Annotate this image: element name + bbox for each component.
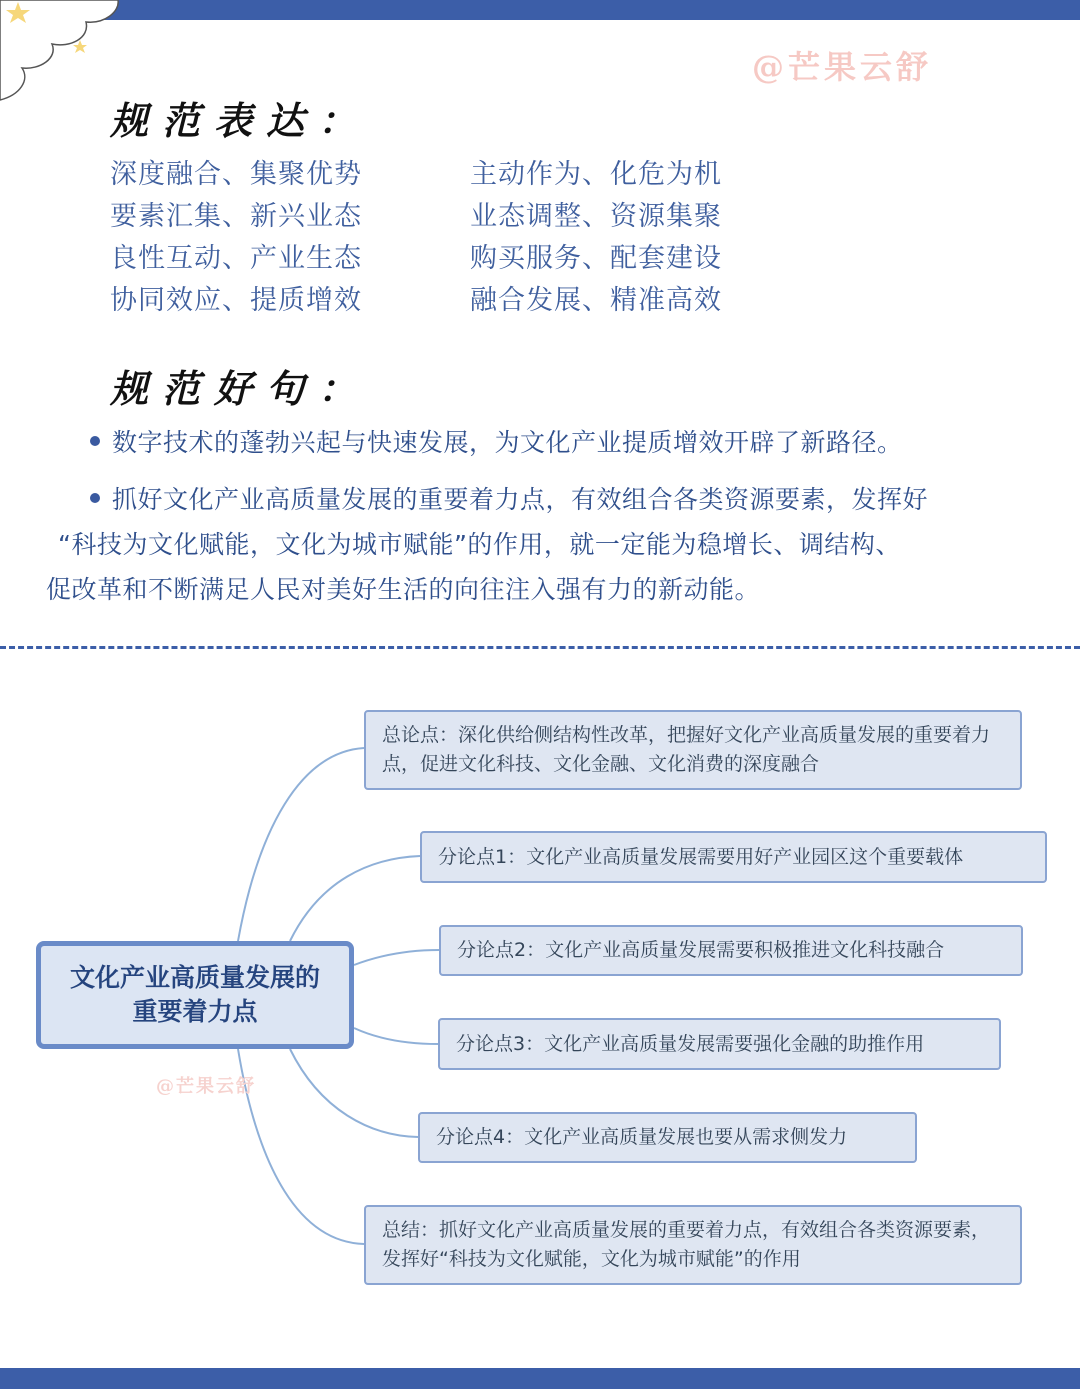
- sentence-2-line-1: 抓好文化产业高质量发展的重要着力点，有效组合各类资源要素，发挥好: [112, 485, 929, 514]
- connector-line: [238, 1049, 364, 1244]
- sentence-1-text: 数字技术的蓬勃兴起与快速发展，为文化产业提质增效开辟了新路径。: [112, 428, 903, 457]
- expression-item: 良性互动、产业生态: [110, 243, 362, 274]
- branch-sub-argument-4: 分论点4：文化产业高质量发展也要从需求侧发力: [418, 1112, 917, 1163]
- connector-line: [354, 950, 439, 965]
- expression-item: 业态调整、资源集聚: [470, 201, 722, 232]
- connector-line: [354, 1028, 438, 1044]
- watermark-mid: @芒果云舒: [156, 1076, 256, 1097]
- connector-line: [290, 856, 420, 941]
- watermark-top: @芒果云舒: [752, 48, 933, 86]
- branch-sub-argument-2: 分论点2：文化产业高质量发展需要积极推进文化科技融合: [439, 925, 1023, 976]
- expression-item: 融合发展、精准高效: [470, 285, 722, 316]
- expression-item: 购买服务、配套建设: [470, 243, 722, 274]
- expression-item: 要素汇集、新兴业态: [110, 201, 362, 232]
- sentences-heading: 规范好句：: [110, 366, 371, 411]
- mindmap-root-node: [36, 941, 354, 1049]
- branch-main-argument: 总论点：深化供给侧结构性改革，把握好文化产业高质量发展的重要着力点，促进文化科技、文化金融、文化消费的深度融合: [364, 710, 1022, 790]
- expression-item: 主动作为、化危为机: [470, 159, 722, 190]
- sentence-2-line-3: 促改革和不断满足人民对美好生活的向往注入强有力的新动能。: [46, 575, 761, 604]
- sentence-2-line-2: “科技为文化赋能，文化为城市赋能”的作用，就一定能为稳增长、调结构、: [58, 530, 901, 559]
- branch-sub-argument-1: 分论点1：文化产业高质量发展需要用好产业园区这个重要载体: [420, 831, 1047, 883]
- branch-conclusion: 总结：抓好文化产业高质量发展的重要着力点，有效组合各类资源要素，发挥好“科技为文化赋能，文化为城市赋能”的作用: [364, 1205, 1022, 1285]
- connector-line: [238, 748, 364, 941]
- expressions-heading: 规范表达：: [110, 98, 371, 143]
- root-line-2: 重要着力点: [132, 997, 258, 1026]
- branch-sub-argument-3: 分论点3：文化产业高质量发展需要强化金融的助推作用: [438, 1018, 1001, 1070]
- expression-item: 深度融合、集聚优势: [110, 159, 362, 190]
- connector-line: [290, 1049, 418, 1137]
- expression-item: 协同效应、提质增效: [110, 285, 362, 316]
- root-line-1: 文化产业高质量发展的: [69, 963, 320, 992]
